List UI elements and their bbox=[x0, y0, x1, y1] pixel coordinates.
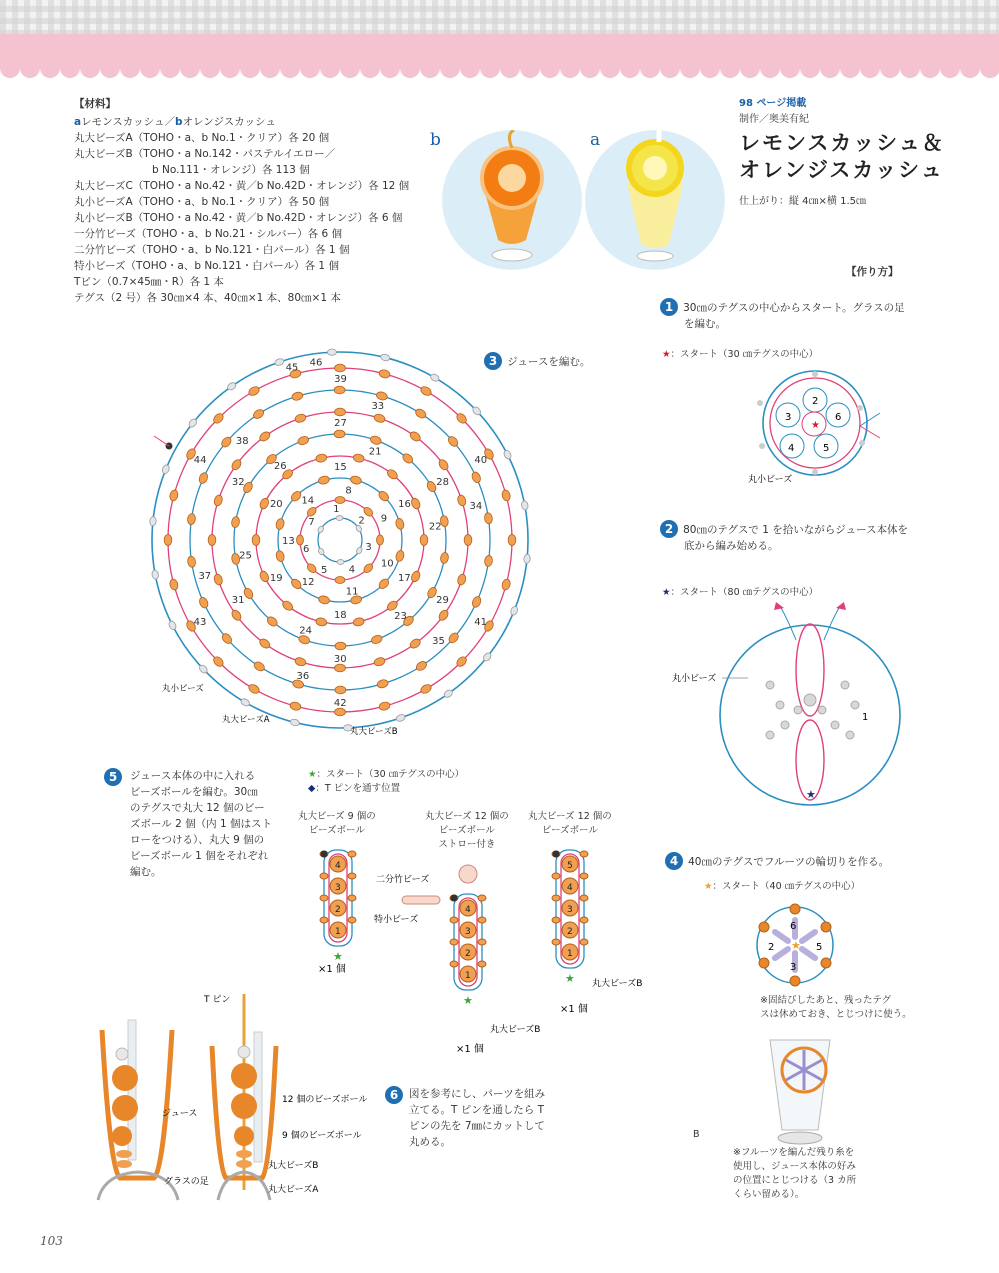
svg-text:★: ★ bbox=[791, 939, 801, 952]
bead-number: 34 bbox=[469, 500, 483, 512]
glass-assembled bbox=[212, 994, 276, 1200]
step-6-line: 図を参考にし、パーツを組み bbox=[409, 1088, 546, 1100]
ball-12-title bbox=[528, 810, 612, 838]
step-2-text: 80㎝のテグスで 1 を拾いながらジュース本体を bbox=[683, 524, 909, 536]
fruit-slice-diagram bbox=[740, 895, 850, 990]
glass-foot-diagram bbox=[740, 368, 890, 488]
svg-text:★: ★ bbox=[333, 950, 343, 963]
bead-number: 26 bbox=[273, 461, 287, 473]
step-3-number: 3 bbox=[484, 352, 502, 370]
step-1 bbox=[660, 296, 950, 332]
bead-number: 41 bbox=[474, 617, 487, 629]
bead bbox=[318, 475, 331, 485]
bead bbox=[508, 535, 516, 546]
bead bbox=[395, 550, 405, 563]
label-tpin: T ピン bbox=[204, 995, 231, 1005]
bead bbox=[464, 535, 472, 546]
material-item: b No.111・オレンジ）各 113 個 bbox=[152, 164, 310, 176]
chain-number: 2 bbox=[465, 949, 471, 959]
bead bbox=[258, 637, 271, 650]
svg-text:1: 1 bbox=[862, 712, 869, 723]
bead bbox=[335, 686, 346, 694]
step-4-note-2 bbox=[733, 1146, 893, 1202]
step-4-start-legend bbox=[704, 880, 860, 894]
bead-number: 13 bbox=[282, 536, 295, 548]
bead bbox=[187, 556, 196, 568]
bead bbox=[395, 714, 406, 723]
juice-bottom-diagram bbox=[670, 600, 910, 810]
finished-size: 仕上がり：縦 4㎝×横 1.5㎝ bbox=[739, 196, 867, 207]
bead-number: 8 bbox=[345, 485, 352, 497]
star-icon: ★ bbox=[704, 881, 713, 892]
step-6-line: 丸める。 bbox=[409, 1136, 451, 1148]
material-item: 丸大ビーズC（TOHO・a No.42・黄／b No.42D・オレンジ）各 12 個 bbox=[74, 180, 410, 192]
how-to-heading: 【作り方】 bbox=[846, 266, 899, 278]
bead bbox=[420, 535, 428, 546]
bead-number: 6 bbox=[303, 544, 310, 556]
bead bbox=[169, 489, 179, 502]
photo-b-label: b bbox=[430, 130, 441, 150]
bead bbox=[395, 518, 405, 531]
bead bbox=[230, 458, 243, 471]
bead-number: 19 bbox=[269, 572, 283, 584]
chain-number: 5 bbox=[567, 861, 573, 871]
bead bbox=[247, 683, 260, 695]
bead-number: 39 bbox=[334, 374, 347, 386]
caption-line: 丸大ビーズ 9 個の bbox=[298, 811, 376, 822]
material-item: テグス（2 号）各 30㎝×4 本、40㎝×1 本、80㎝×1 本 bbox=[74, 292, 341, 304]
bead bbox=[169, 578, 179, 591]
bead bbox=[252, 535, 260, 546]
step-4-text: 40㎝のテグスでフルーツの輪切りを作る。 bbox=[688, 856, 890, 868]
note-line: の位置にとじつける（3 カ所 bbox=[733, 1175, 857, 1186]
step-5-line: ジュース本体の中に入れる bbox=[130, 770, 256, 782]
bead bbox=[294, 656, 307, 667]
bead-number: 27 bbox=[334, 418, 347, 430]
bead bbox=[440, 552, 449, 564]
caption-line: ビーズボール bbox=[308, 825, 365, 836]
svg-text:3: 3 bbox=[790, 962, 797, 973]
step-2-number: 2 bbox=[660, 520, 678, 538]
chain-number: 3 bbox=[335, 883, 341, 893]
title-line-2: オレンジスカッシュ bbox=[739, 158, 944, 182]
step-5-line: ズボール 2 個（内 1 個はスト bbox=[130, 818, 273, 830]
bead bbox=[437, 458, 450, 471]
step-1-number: 1 bbox=[660, 298, 678, 316]
bead bbox=[373, 656, 386, 667]
diamond-icon: ◆ bbox=[308, 783, 316, 794]
bead-number: 30 bbox=[333, 654, 347, 665]
step-3-text: ジュースを編む。 bbox=[507, 356, 591, 368]
juice-weave-diagram bbox=[140, 340, 540, 740]
bead bbox=[253, 660, 266, 672]
photo-lemon-squash bbox=[585, 130, 725, 270]
step-5 bbox=[104, 768, 279, 880]
bead bbox=[510, 605, 519, 616]
bead bbox=[484, 555, 493, 567]
bead-number: 29 bbox=[436, 595, 449, 607]
bead bbox=[370, 634, 383, 645]
legend-diamond-text: ：T ピンを通す位置 bbox=[315, 783, 401, 794]
count-ball-9: ×1 個 bbox=[318, 964, 346, 975]
svg-text:2: 2 bbox=[768, 942, 775, 953]
bead bbox=[415, 660, 428, 672]
bead bbox=[373, 413, 386, 424]
bead-number: 4 bbox=[348, 564, 356, 576]
bead bbox=[318, 595, 331, 605]
bead bbox=[429, 373, 440, 383]
svg-text:★: ★ bbox=[811, 420, 820, 431]
svg-text:6: 6 bbox=[835, 412, 842, 423]
label-ball-12: 12 個のビーズボール bbox=[282, 1095, 368, 1105]
small-bead-label-2: 丸小ビーズ bbox=[672, 674, 717, 684]
materials-list bbox=[74, 96, 454, 306]
bead bbox=[503, 449, 513, 460]
bead-number: 42 bbox=[333, 697, 347, 709]
step-4-note-1 bbox=[760, 994, 920, 1022]
page-title bbox=[739, 130, 945, 184]
bead-number: 1 bbox=[333, 504, 340, 516]
bead bbox=[247, 385, 260, 397]
step-4-number: 4 bbox=[665, 852, 683, 870]
material-item: 丸小ビーズA（TOHO・a、b No.1・クリア）各 50 個 bbox=[74, 196, 330, 208]
title-line-1: レモンスカッシュ＆ bbox=[739, 131, 945, 155]
label-bead-b-2: 丸大ビーズB bbox=[592, 979, 643, 989]
bead-number: 38 bbox=[235, 436, 249, 448]
step-5-line: ビーズボール 1 個をそれぞれ bbox=[130, 850, 269, 862]
bead-number: 25 bbox=[239, 550, 252, 562]
glass-with-fruit-diagram bbox=[760, 1034, 840, 1149]
bead-number: 31 bbox=[231, 594, 245, 606]
svg-text:5: 5 bbox=[823, 443, 830, 454]
bead bbox=[335, 408, 346, 416]
bead-number: 24 bbox=[299, 625, 312, 637]
bead bbox=[376, 391, 389, 401]
materials-variants bbox=[74, 114, 454, 130]
small-bead-label: 丸小ビーズ bbox=[748, 475, 793, 485]
bead bbox=[484, 512, 493, 524]
step-4-start-text: ：スタート（40 ㎝テグスの中心） bbox=[712, 881, 861, 892]
label-bead-b: 丸大ビーズB bbox=[490, 1025, 541, 1035]
caption-line: ビーズボール bbox=[541, 825, 598, 836]
label-ball-9: 9 個のビーズボール bbox=[282, 1131, 362, 1141]
bead bbox=[198, 471, 210, 484]
bead bbox=[470, 471, 482, 484]
bead bbox=[240, 697, 251, 707]
ball-9-title bbox=[298, 810, 376, 838]
svg-text:★: ★ bbox=[565, 972, 575, 985]
step-4 bbox=[665, 850, 889, 870]
star-icon: ★ bbox=[662, 349, 671, 360]
bead bbox=[410, 497, 422, 510]
label-foot: グラスの足 bbox=[164, 1177, 209, 1187]
bead bbox=[334, 430, 345, 438]
bead bbox=[409, 637, 422, 650]
step-5-line: 編む。 bbox=[130, 866, 162, 878]
caption-line: ストロー付き bbox=[438, 839, 496, 850]
bead-number: 14 bbox=[301, 495, 315, 507]
step-4-b-mark: B bbox=[693, 1129, 700, 1140]
bead-number: 37 bbox=[198, 571, 212, 583]
bead bbox=[335, 642, 346, 650]
bead-number: 10 bbox=[380, 558, 394, 570]
bead bbox=[297, 435, 310, 446]
chain-number: 2 bbox=[335, 905, 341, 915]
bead bbox=[151, 570, 159, 580]
chain-number: 3 bbox=[465, 927, 471, 937]
bead bbox=[419, 683, 432, 695]
bead-number: 9 bbox=[380, 513, 388, 525]
step-1-start-legend bbox=[662, 348, 818, 362]
bead bbox=[335, 708, 346, 716]
variant-a-text: レモンスカッシュ／ bbox=[81, 116, 175, 128]
bead bbox=[258, 497, 270, 510]
bead bbox=[352, 453, 364, 463]
bead bbox=[213, 494, 224, 507]
page-reference: 98 ページ掲載 bbox=[739, 98, 807, 109]
bead bbox=[376, 679, 389, 690]
svg-text:★: ★ bbox=[463, 994, 473, 1007]
label-niban: 二分竹ビーズ bbox=[376, 875, 430, 885]
bead bbox=[410, 570, 422, 583]
lemon-squash-image bbox=[585, 130, 725, 270]
label-bead-b: 丸大ビーズB bbox=[268, 1161, 319, 1171]
bead-number: 33 bbox=[371, 401, 385, 413]
bead bbox=[231, 516, 240, 528]
bead bbox=[335, 364, 346, 372]
bead bbox=[258, 430, 271, 443]
checker-header-band bbox=[0, 0, 999, 34]
note-line: ※固結びしたあと、残ったテグ bbox=[760, 995, 892, 1006]
star-icon: ★ bbox=[308, 769, 317, 780]
bead bbox=[409, 430, 422, 443]
bead-number: 46 bbox=[309, 357, 323, 369]
bead bbox=[258, 570, 270, 583]
bead-number: 2 bbox=[358, 515, 365, 527]
bead-number: 28 bbox=[436, 477, 449, 489]
label-tokusho: 特小ビーズ bbox=[374, 915, 419, 925]
bead bbox=[294, 413, 307, 424]
bead bbox=[335, 577, 345, 584]
bead-number: 32 bbox=[231, 476, 245, 488]
assembly-diagram bbox=[80, 990, 370, 1220]
label-bead-a: 丸大ビーズA bbox=[268, 1185, 319, 1195]
bead-b-callout: 丸大ビーズB bbox=[350, 727, 398, 737]
bead-number: 36 bbox=[296, 670, 310, 682]
bead bbox=[213, 573, 224, 586]
bead bbox=[378, 369, 391, 379]
material-item: 丸大ビーズB（TOHO・a No.142・パステルイエロー／ bbox=[74, 148, 336, 160]
bead-number: 17 bbox=[398, 573, 411, 585]
bead bbox=[275, 518, 285, 531]
bead bbox=[327, 349, 336, 356]
bead bbox=[419, 385, 432, 397]
star-icon: ★ bbox=[662, 587, 671, 598]
note-line: ※フルーツを編んだ残り糸を bbox=[733, 1147, 855, 1158]
bead bbox=[290, 718, 300, 726]
chain-number: 2 bbox=[567, 927, 573, 937]
materials-heading: 【材料】 bbox=[74, 98, 116, 110]
variant-a-label: a bbox=[74, 116, 82, 128]
bead-number: 7 bbox=[308, 516, 315, 528]
step-1-text: 30㎝のテグスの中心からスタート。グラスの足 bbox=[683, 302, 905, 314]
step-6-line: 立てる。T ピンを通したら T bbox=[409, 1104, 545, 1116]
bead bbox=[198, 596, 210, 609]
bead-number: 22 bbox=[428, 521, 442, 533]
step-2-start-text: ：スタート（80 ㎝テグスの中心） bbox=[670, 587, 819, 598]
bead bbox=[456, 573, 467, 586]
bead bbox=[471, 595, 483, 608]
bead-number: 20 bbox=[269, 498, 283, 510]
bead bbox=[289, 701, 302, 711]
page-number: 103 bbox=[40, 1234, 63, 1248]
step-6-number: 6 bbox=[385, 1086, 403, 1104]
bead bbox=[521, 500, 529, 510]
bead bbox=[275, 550, 285, 563]
svg-text:6: 6 bbox=[790, 921, 797, 932]
bead-number: 44 bbox=[193, 454, 207, 466]
bead bbox=[274, 358, 285, 367]
bead bbox=[208, 535, 216, 546]
bead-number: 40 bbox=[474, 455, 488, 467]
chain-number: 1 bbox=[465, 971, 471, 981]
bead bbox=[335, 497, 345, 504]
caption-line: ビーズボール bbox=[438, 825, 495, 836]
bead bbox=[164, 535, 172, 546]
bead-number: 35 bbox=[432, 635, 445, 647]
legend-star-text: ：スタート（30 ㎝テグスの中心） bbox=[316, 769, 465, 780]
variant-b-text: オレンジスカッシュ bbox=[182, 116, 276, 128]
bead-number: 5 bbox=[320, 565, 328, 577]
photo-orange-squash bbox=[442, 130, 582, 270]
orange-squash-image bbox=[442, 130, 582, 270]
bead bbox=[252, 408, 265, 420]
bead bbox=[350, 475, 363, 485]
step-1-text-2: を編む。 bbox=[684, 318, 726, 330]
bead bbox=[369, 435, 382, 446]
chain-number: 1 bbox=[335, 927, 341, 937]
bead bbox=[352, 617, 364, 627]
bead-number: 11 bbox=[345, 586, 359, 598]
bead bbox=[437, 609, 450, 622]
small-bead-callout: 丸小ビーズ bbox=[162, 684, 204, 694]
label-juice: ジュース bbox=[162, 1109, 198, 1119]
bead bbox=[335, 664, 346, 672]
bead bbox=[337, 559, 344, 564]
chain-number: 4 bbox=[567, 883, 573, 893]
bead-number: 16 bbox=[398, 499, 411, 511]
step-5-line: のテグスで丸大 12 個のビー bbox=[130, 802, 265, 814]
bead bbox=[168, 620, 178, 631]
material-item: 丸大ビーズA（TOHO・a、b No.1・クリア）各 20 個 bbox=[74, 132, 330, 144]
photo-a-label: a bbox=[590, 130, 601, 150]
bead bbox=[149, 516, 156, 526]
material-item: 一分竹ビーズ（TOHO・a、b No.21・シルバー）各 6 個 bbox=[74, 228, 342, 240]
bead bbox=[377, 535, 384, 545]
caption-line: 丸大ビーズ 12 個の bbox=[528, 811, 612, 822]
bead bbox=[336, 515, 343, 520]
svg-text:2: 2 bbox=[812, 396, 819, 407]
bead bbox=[378, 701, 391, 711]
step-2-text-2: 底から編み始める。 bbox=[684, 540, 779, 552]
bead-number: 3 bbox=[365, 542, 372, 554]
chain-number: 3 bbox=[567, 905, 573, 915]
bead bbox=[456, 494, 467, 507]
note-line: スは休めておき、とじつけに使う。 bbox=[760, 1009, 912, 1020]
svg-text:3: 3 bbox=[785, 412, 792, 423]
bead-a-callout: 丸大ビーズA bbox=[222, 715, 270, 725]
caption-line: 丸大ビーズ 12 個の bbox=[425, 811, 509, 822]
svg-text:4: 4 bbox=[788, 443, 795, 454]
bead-number: 43 bbox=[193, 616, 207, 628]
bead bbox=[334, 386, 345, 394]
bead bbox=[380, 353, 390, 361]
chain-number: 1 bbox=[567, 949, 573, 959]
bead bbox=[414, 407, 427, 419]
step-6-line: ピンの先を 7㎜にカットして bbox=[409, 1120, 545, 1132]
chain-number: 4 bbox=[335, 861, 341, 871]
material-item: 特小ビーズ（TOHO・a、b No.121・白パール）各 1 個 bbox=[74, 260, 339, 272]
bead-number: 23 bbox=[394, 610, 407, 622]
material-item: Tピン（0.7×45㎜・R）各 1 本 bbox=[74, 276, 224, 288]
bead-number: 18 bbox=[333, 610, 347, 621]
pink-scallop-band bbox=[0, 34, 999, 82]
step-6 bbox=[385, 1086, 565, 1150]
svg-text:★: ★ bbox=[806, 788, 816, 801]
bead bbox=[161, 464, 170, 475]
bead bbox=[501, 578, 511, 591]
bead-number: 15 bbox=[334, 462, 347, 474]
count-ball-12: ×1 個 bbox=[560, 1004, 588, 1015]
chain-number: 4 bbox=[465, 905, 471, 915]
step-5-number: 5 bbox=[104, 768, 122, 786]
note-line: 使用し、ジュース本体の好み bbox=[733, 1161, 856, 1172]
bead bbox=[315, 453, 327, 463]
step-2-start-legend bbox=[662, 586, 818, 600]
bead-number: 45 bbox=[285, 362, 299, 374]
bead-number: 21 bbox=[368, 446, 382, 458]
step-1-start-text: ：スタート（30 ㎝テグスの中心） bbox=[670, 349, 819, 360]
bead bbox=[315, 617, 327, 627]
bead bbox=[230, 609, 243, 622]
svg-text:5: 5 bbox=[816, 942, 823, 953]
step-5-line: ローをつける）、丸大 9 個の bbox=[130, 834, 265, 846]
step-5-line: ビーズボールを編む。30㎝ bbox=[130, 786, 258, 798]
bead-number: 12 bbox=[301, 576, 315, 588]
bead bbox=[291, 391, 304, 402]
step-2 bbox=[660, 518, 950, 554]
bead bbox=[523, 554, 530, 564]
bead bbox=[501, 489, 511, 502]
variant-b-label: b bbox=[174, 116, 183, 128]
material-item: 丸小ビーズB（TOHO・a No.42・黄／b No.42D・オレンジ）各 6 個 bbox=[74, 212, 403, 224]
step-5-legend bbox=[308, 768, 464, 796]
material-item: 二分竹ビーズ（TOHO・a、b No.121・白パール）各 1 個 bbox=[74, 244, 350, 256]
count-ball-12-straw: ×1 個 bbox=[456, 1044, 484, 1055]
note-line: くらい留める）。 bbox=[733, 1189, 805, 1200]
maker-credit: 制作／奥美有紀 bbox=[739, 114, 809, 125]
bead bbox=[187, 513, 196, 525]
